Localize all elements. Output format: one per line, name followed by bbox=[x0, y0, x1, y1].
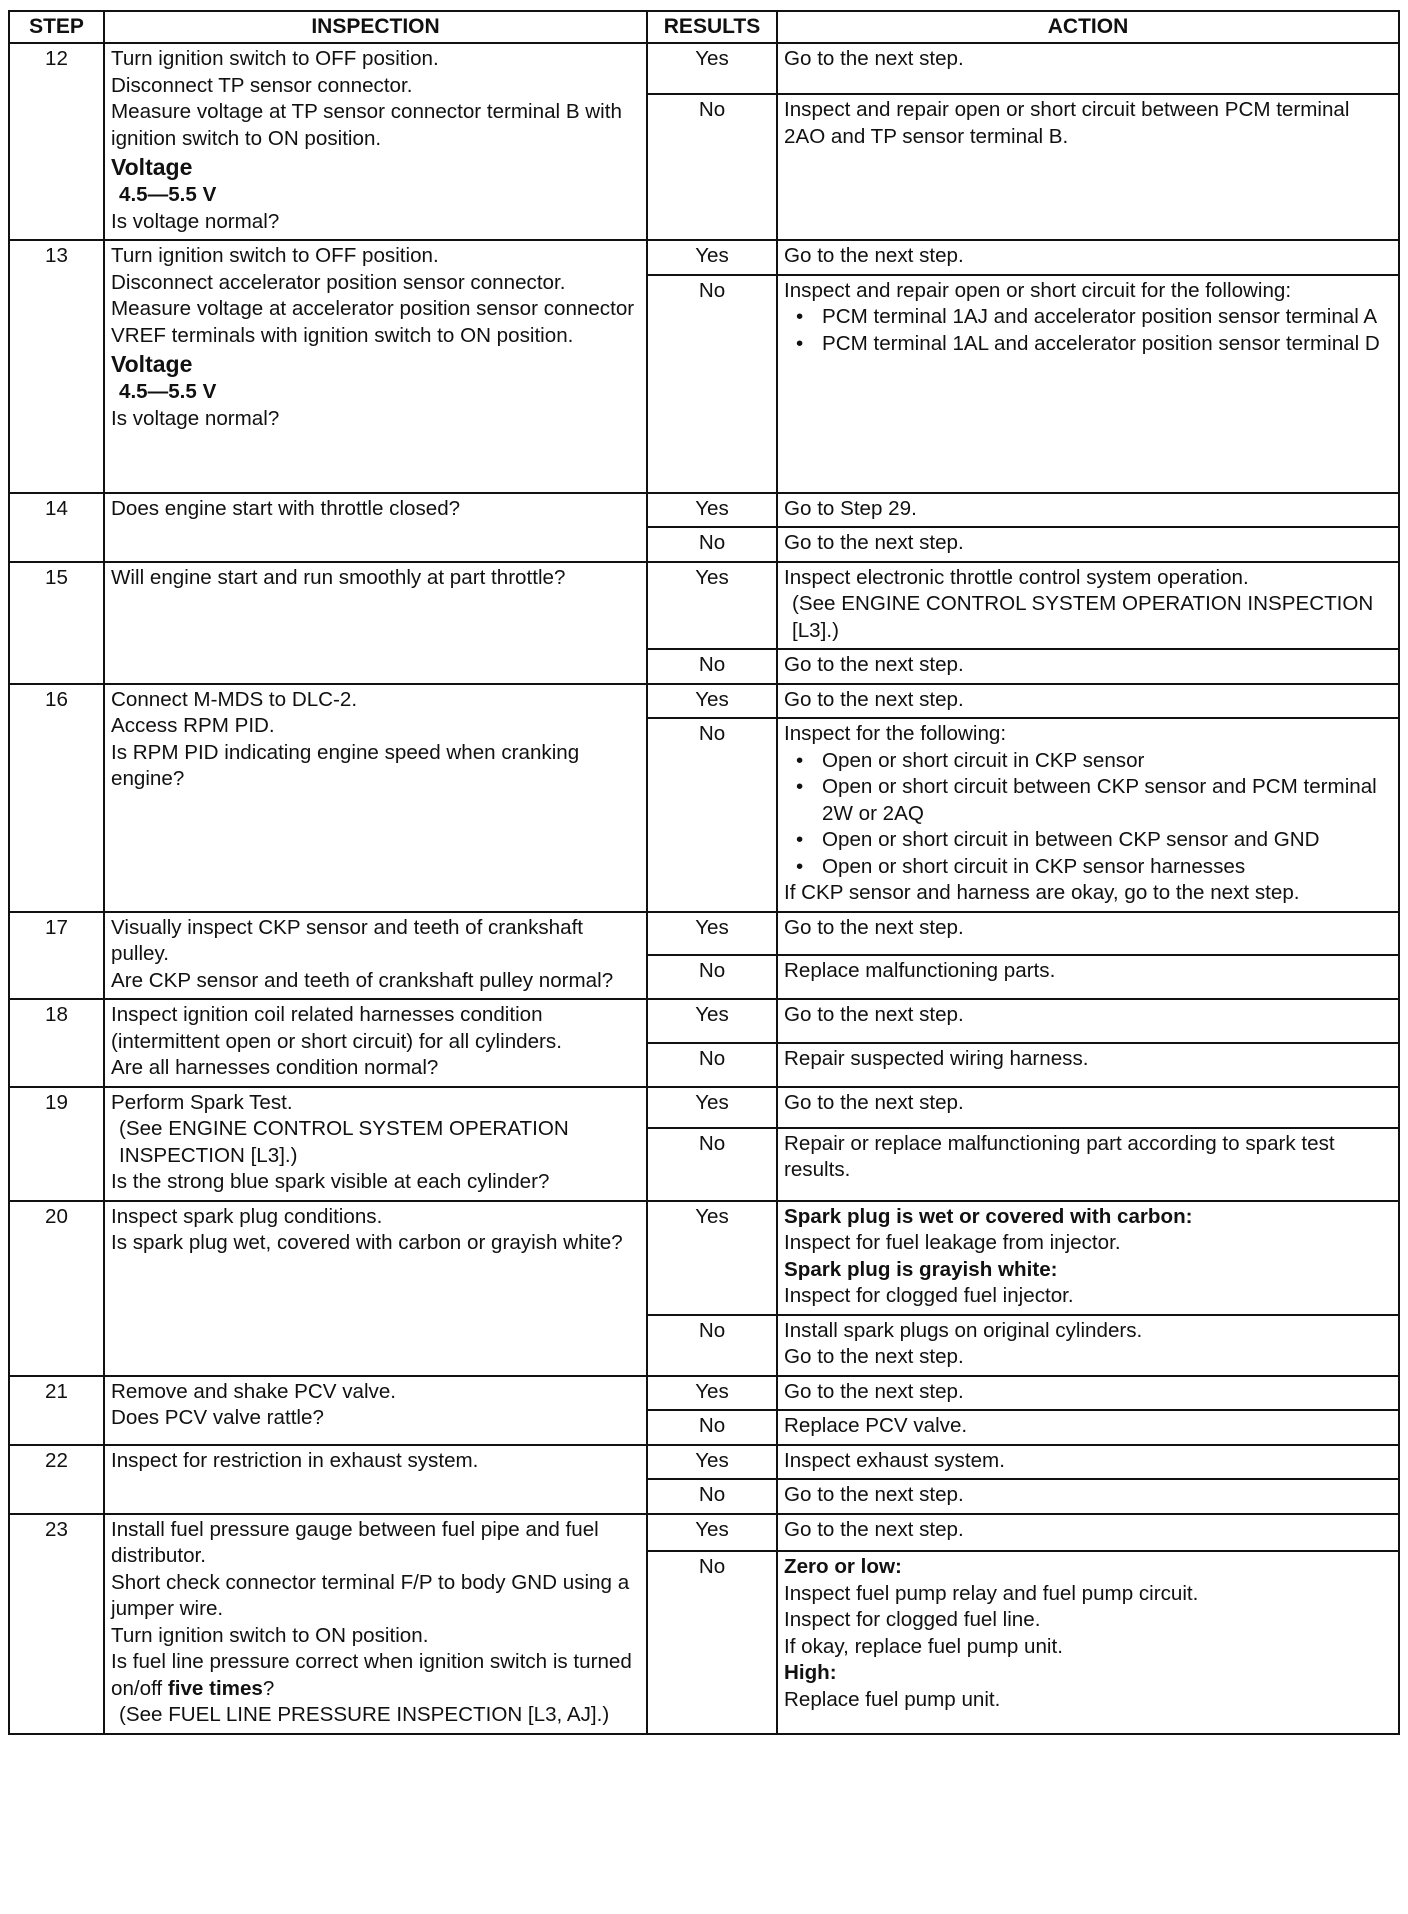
action-bullet-list bbox=[784, 304, 1392, 357]
inspection-line: Disconnect TP sensor connector. bbox=[111, 73, 413, 97]
result-yes: Yes bbox=[647, 43, 777, 94]
step-17-yes-row bbox=[9, 912, 1399, 956]
result-no: No bbox=[647, 94, 777, 240]
inspection-cell: Inspect for restriction in exhaust system. bbox=[104, 1445, 647, 1514]
action-no bbox=[777, 718, 1399, 912]
action-text: Install spark plugs on original cylinders. bbox=[784, 1318, 1143, 1342]
step-number: 22 bbox=[9, 1445, 104, 1514]
step-number: 16 bbox=[9, 684, 104, 912]
header-row bbox=[9, 11, 1399, 43]
action-bullet: • Open or short circuit in between CKP sensor and GND bbox=[822, 827, 1392, 854]
result-no: No bbox=[647, 1128, 777, 1201]
reference-note: (See ENGINE CONTROL SYSTEM OPERATION INSPECTION [L3].) bbox=[119, 1117, 569, 1167]
action-text: Replace fuel pump unit. bbox=[784, 1687, 1001, 1711]
step-number: 15 bbox=[9, 562, 104, 684]
result-no: No bbox=[647, 1410, 777, 1445]
action-text: Inspect for fuel leakage from injector. bbox=[784, 1231, 1121, 1254]
inspection-question: Is voltage normal? bbox=[111, 406, 280, 430]
question-end: ? bbox=[262, 1676, 275, 1700]
result-yes: Yes bbox=[647, 1201, 777, 1315]
condition-heading: Zero or low: bbox=[784, 1555, 902, 1579]
action-no bbox=[777, 1315, 1399, 1376]
action-yes bbox=[777, 562, 1399, 650]
action-text: Inspect for clogged fuel line. bbox=[784, 1608, 1041, 1632]
step-number: 21 bbox=[9, 1376, 104, 1445]
inspection-cell bbox=[104, 1201, 647, 1376]
result-no: No bbox=[647, 1479, 777, 1514]
action-bullet: • Open or short circuit in CKP sensor harnesses bbox=[822, 854, 1392, 881]
inspection-line: Short check connector terminal F/P to body GND using a jumper wire. bbox=[111, 1570, 630, 1620]
inspection-line: Perform Spark Test. bbox=[111, 1090, 293, 1114]
inspection-line: Turn ignition switch to OFF position. bbox=[111, 47, 439, 70]
action-bullet: • Open or short circuit between CKP sensor and PCM terminal 2W or 2AQ bbox=[822, 774, 1392, 827]
header-step: STEP bbox=[9, 11, 104, 43]
step-20-yes-row bbox=[9, 1201, 1399, 1315]
spec-value: 4.5—5.5 V bbox=[119, 183, 217, 206]
result-no: No bbox=[647, 1315, 777, 1376]
step-number: 17 bbox=[9, 912, 104, 1000]
action-no: Go to the next step. bbox=[777, 649, 1399, 684]
action-no: Replace malfunctioning parts. bbox=[777, 955, 1399, 999]
action-yes: Go to the next step. bbox=[777, 1514, 1399, 1552]
header-results: RESULTS bbox=[647, 11, 777, 43]
action-yes: Go to the next step. bbox=[777, 240, 1399, 275]
result-no: No bbox=[647, 955, 777, 999]
action-text: Inspect for clogged fuel injector. bbox=[784, 1284, 1074, 1307]
inspection-cell: Will engine start and run smoothly at part throttle? bbox=[104, 562, 647, 684]
inspection-cell bbox=[104, 912, 647, 1000]
inspection-cell bbox=[104, 684, 647, 912]
action-text: Go to the next step. bbox=[784, 1345, 964, 1368]
step-number: 14 bbox=[9, 493, 104, 562]
step-number: 13 bbox=[9, 240, 104, 493]
step-number: 12 bbox=[9, 43, 104, 240]
result-yes: Yes bbox=[647, 1376, 777, 1411]
inspection-question: Is voltage normal? bbox=[111, 209, 280, 233]
result-yes: Yes bbox=[647, 912, 777, 956]
action-intro: Inspect for the following: bbox=[784, 722, 1007, 745]
step-23-yes-row bbox=[9, 1514, 1399, 1552]
result-yes: Yes bbox=[647, 240, 777, 275]
inspection-line: Is RPM PID indicating engine speed when cranking engine? bbox=[111, 740, 580, 790]
result-yes: Yes bbox=[647, 1087, 777, 1128]
inspection-line: Inspect ignition coil related harnesses condition (intermittent open or short circuit) for all cylinders. bbox=[111, 1003, 562, 1053]
action-yes: Go to the next step. bbox=[777, 1376, 1399, 1411]
spec-label: Voltage bbox=[111, 154, 193, 180]
inspection-line: Remove and shake PCV valve. bbox=[111, 1379, 397, 1403]
result-no: No bbox=[647, 649, 777, 684]
result-no: No bbox=[647, 718, 777, 912]
inspection-line: Connect M-MDS to DLC-2. bbox=[111, 687, 358, 711]
inspection-line: Inspect spark plug conditions. bbox=[111, 1204, 383, 1228]
action-bullet: • PCM terminal 1AL and accelerator position sensor terminal D bbox=[822, 331, 1392, 358]
inspection-line: Measure voltage at accelerator position sensor connector VREF terminals with ignition switch to ON position. bbox=[111, 297, 635, 347]
action-yes: Go to the next step. bbox=[777, 912, 1399, 956]
inspection-line: Is spark plug wet, covered with carbon or grayish white? bbox=[111, 1231, 623, 1254]
condition-heading: High: bbox=[784, 1661, 837, 1685]
spec-label: Voltage bbox=[111, 351, 193, 377]
condition-heading: Spark plug is grayish white: bbox=[784, 1257, 1058, 1281]
action-no: Repair suspected wiring harness. bbox=[777, 1043, 1399, 1087]
condition-heading: Spark plug is wet or covered with carbon: bbox=[784, 1204, 1193, 1228]
result-no: No bbox=[647, 1043, 777, 1087]
action-text: If okay, replace fuel pump unit. bbox=[784, 1634, 1063, 1658]
inspection-cell bbox=[104, 1376, 647, 1445]
action-no: Go to the next step. bbox=[777, 527, 1399, 562]
inspection-line: Visually inspect CKP sensor and teeth of crankshaft pulley. bbox=[111, 915, 584, 965]
action-yes: Go to Step 29. bbox=[777, 493, 1399, 528]
step-18-yes-row bbox=[9, 999, 1399, 1043]
inspection-line: Disconnect accelerator position sensor connector. bbox=[111, 270, 566, 294]
reference-note: (See ENGINE CONTROL SYSTEM OPERATION INSPECTION [L3].) bbox=[792, 592, 1374, 642]
action-yes bbox=[777, 1201, 1399, 1315]
result-yes: Yes bbox=[647, 493, 777, 528]
inspection-cell bbox=[104, 240, 647, 493]
action-outro: If CKP sensor and harness are okay, go to the next step. bbox=[784, 881, 1300, 904]
step-number: 23 bbox=[9, 1514, 104, 1734]
inspection-line: Install fuel pressure gauge between fuel pipe and fuel distributor. bbox=[111, 1517, 599, 1567]
inspection-cell bbox=[104, 1087, 647, 1201]
result-no: No bbox=[647, 527, 777, 562]
inspection-line: Turn ignition switch to ON position. bbox=[111, 1623, 429, 1647]
step-number: 18 bbox=[9, 999, 104, 1087]
header-action: ACTION bbox=[777, 11, 1399, 43]
step-13-yes-row bbox=[9, 240, 1399, 275]
result-yes: Yes bbox=[647, 999, 777, 1043]
step-22-yes-row bbox=[9, 1445, 1399, 1480]
inspection-cell bbox=[104, 999, 647, 1087]
action-yes: Inspect exhaust system. bbox=[777, 1445, 1399, 1480]
inspection-cell bbox=[104, 1514, 647, 1734]
inspection-line: Access RPM PID. bbox=[111, 714, 275, 737]
inspection-line: Measure voltage at TP sensor connector terminal B with ignition switch to ON position. bbox=[111, 100, 622, 150]
result-yes: Yes bbox=[647, 1445, 777, 1480]
inspection-line: Does PCV valve rattle? bbox=[111, 1406, 324, 1429]
action-no bbox=[777, 1551, 1399, 1733]
action-text: Inspect fuel pump relay and fuel pump circuit. bbox=[784, 1581, 1199, 1605]
action-no: Inspect and repair open or short circuit between PCM terminal 2AO and TP sensor terminal B. bbox=[777, 94, 1399, 240]
action-bullet-list bbox=[784, 748, 1392, 881]
header-inspection: INSPECTION bbox=[104, 11, 647, 43]
action-bullet: • PCM terminal 1AJ and accelerator position sensor terminal A bbox=[822, 304, 1392, 331]
action-no: Go to the next step. bbox=[777, 1479, 1399, 1514]
step-15-yes-row bbox=[9, 562, 1399, 650]
inspection-line: Are all harnesses condition normal? bbox=[111, 1056, 439, 1079]
diagnostic-procedure-sheet bbox=[8, 10, 1398, 1735]
diagnostic-table bbox=[8, 10, 1400, 1735]
result-yes: Yes bbox=[647, 1514, 777, 1552]
result-yes: Yes bbox=[647, 684, 777, 719]
inspection-question: Is the strong blue spark visible at each cylinder? bbox=[111, 1170, 550, 1193]
action-yes: Go to the next step. bbox=[777, 43, 1399, 94]
inspection-cell: Does engine start with throttle closed? bbox=[104, 493, 647, 562]
action-bullet: • Open or short circuit in CKP sensor bbox=[822, 748, 1392, 775]
action-intro: Inspect and repair open or short circuit for the following: bbox=[784, 278, 1292, 302]
action-yes: Go to the next step. bbox=[777, 1087, 1399, 1128]
question-emphasis: five times bbox=[167, 1676, 263, 1700]
reference-note: (See FUEL LINE PRESSURE INSPECTION [L3, AJ].) bbox=[119, 1703, 610, 1726]
step-16-yes-row bbox=[9, 684, 1399, 719]
question-text: Is fuel line pressure correct when ignition switch is turned on/off bbox=[111, 1650, 632, 1700]
step-19-yes-row bbox=[9, 1087, 1399, 1128]
action-yes: Go to the next step. bbox=[777, 684, 1399, 719]
step-number: 20 bbox=[9, 1201, 104, 1376]
result-no: No bbox=[647, 1551, 777, 1733]
step-14-yes-row bbox=[9, 493, 1399, 528]
spec-value: 4.5—5.5 V bbox=[119, 380, 217, 403]
step-number: 19 bbox=[9, 1087, 104, 1201]
inspection-line: Are CKP sensor and teeth of crankshaft pulley normal? bbox=[111, 968, 614, 992]
action-text: Inspect electronic throttle control system operation. bbox=[784, 565, 1249, 589]
inspection-cell bbox=[104, 43, 647, 240]
result-no: No bbox=[647, 275, 777, 493]
action-no bbox=[777, 275, 1399, 493]
step-21-yes-row bbox=[9, 1376, 1399, 1411]
inspection-question bbox=[111, 1649, 640, 1702]
action-no: Replace PCV valve. bbox=[777, 1410, 1399, 1445]
result-yes: Yes bbox=[647, 562, 777, 650]
action-yes: Go to the next step. bbox=[777, 999, 1399, 1043]
action-no: Repair or replace malfunctioning part according to spark test results. bbox=[777, 1128, 1399, 1201]
step-12-yes-row bbox=[9, 43, 1399, 94]
inspection-line: Turn ignition switch to OFF position. bbox=[111, 244, 439, 267]
